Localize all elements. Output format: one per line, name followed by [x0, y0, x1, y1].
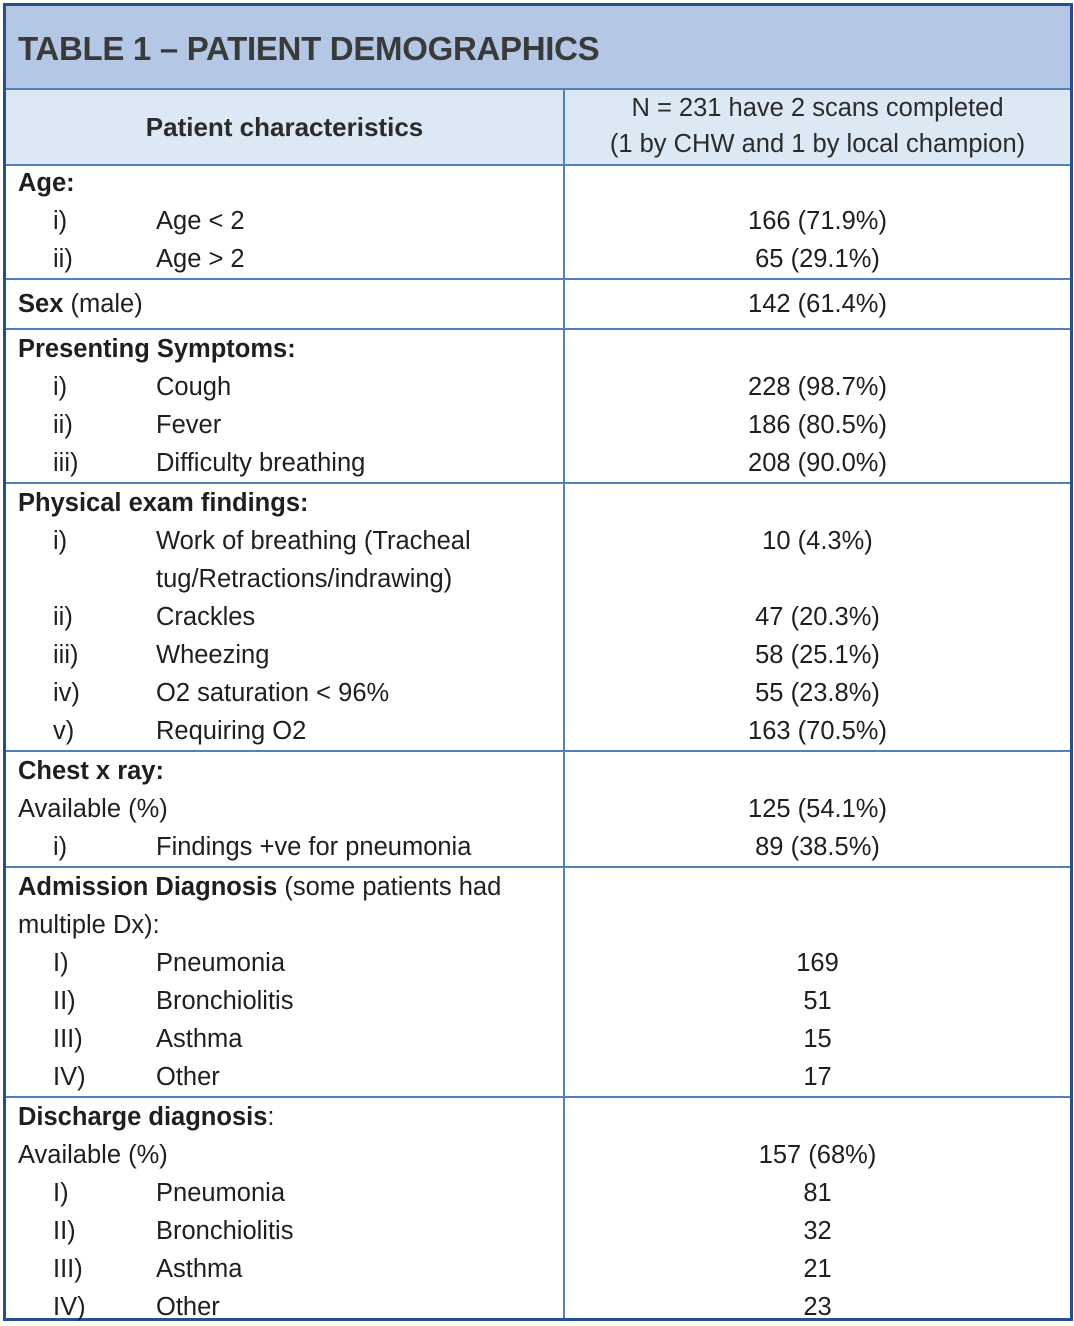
section-heading: Age:	[18, 169, 75, 197]
item-number: ii)	[53, 411, 73, 439]
table-row	[6, 444, 1070, 482]
item-value: 47 (20.3%)	[755, 603, 880, 631]
item-value: 51	[803, 987, 832, 1015]
item-value: 169	[796, 949, 839, 977]
item-label: Requiring O2	[156, 717, 307, 745]
item-value: 15	[803, 1025, 832, 1053]
discharge-heading-bold: Discharge diagnosis	[18, 1103, 268, 1131]
item-number: i)	[53, 833, 68, 861]
item-label: Pneumonia	[156, 1179, 286, 1207]
section-symptoms	[6, 330, 1070, 484]
section-heading	[18, 868, 548, 906]
item-value: 166 (71.9%)	[748, 207, 887, 235]
item-label: Other	[156, 1063, 220, 1091]
item-number: i)	[53, 373, 68, 401]
item-label: Difficulty breathing	[156, 449, 366, 477]
table-row	[6, 1136, 1070, 1174]
discharge-heading-rest: :	[267, 1103, 275, 1131]
table-row	[6, 982, 1070, 1020]
item-value: 142 (61.4%)	[748, 290, 887, 318]
table-row	[6, 406, 1070, 444]
admission-heading-rest: (some patients had	[277, 873, 502, 901]
table-row	[6, 598, 1070, 636]
section-heading: Physical exam findings:	[18, 489, 309, 517]
section-heading	[18, 285, 548, 323]
table-row	[6, 1174, 1070, 1212]
item-number: iii)	[53, 641, 79, 669]
item-label: Cough	[156, 373, 232, 401]
table-row	[6, 1288, 1070, 1326]
table-row	[6, 285, 1070, 323]
table-row	[6, 522, 1070, 560]
item-label: Age > 2	[156, 245, 245, 273]
item-value: 81	[803, 1179, 832, 1207]
table-body	[6, 164, 1070, 1326]
item-label: Fever	[156, 411, 222, 439]
item-label: Age < 2	[156, 207, 245, 235]
item-number: i)	[53, 527, 68, 555]
section-heading: Presenting Symptoms:	[18, 335, 296, 363]
item-value: 125 (54.1%)	[748, 795, 887, 823]
item-number: v)	[53, 717, 75, 745]
item-value: 23	[803, 1293, 832, 1321]
item-label: Wheezing	[156, 641, 270, 669]
item-label: Crackles	[156, 603, 256, 631]
table-row	[6, 164, 1070, 202]
item-value: 58 (25.1%)	[755, 641, 880, 669]
sex-heading-rest: (male)	[63, 290, 143, 318]
header-row	[6, 90, 1070, 166]
item-value: 208 (90.0%)	[748, 449, 887, 477]
header-characteristics: Patient characteristics	[145, 111, 424, 142]
section-heading	[18, 1098, 548, 1136]
section-heading: Chest x ray:	[18, 757, 164, 785]
section-admission	[6, 868, 1070, 1098]
item-number: iv)	[53, 679, 80, 707]
section-age	[6, 164, 1070, 280]
table-row	[6, 240, 1070, 278]
table-title: TABLE 1 – PATIENT DEMOGRAPHICS	[18, 30, 600, 67]
item-value: 163 (70.5%)	[748, 717, 887, 745]
item-value: 10 (4.3%)	[762, 527, 873, 555]
item-value: 186 (80.5%)	[748, 411, 887, 439]
section-sex	[6, 280, 1070, 330]
table-row	[6, 560, 1070, 598]
item-label: O2 saturation < 96%	[156, 679, 390, 707]
item-number: II)	[53, 987, 76, 1015]
item-number: i)	[53, 207, 68, 235]
item-number: I)	[53, 949, 69, 977]
item-value: 89 (38.5%)	[755, 833, 880, 861]
item-label: Asthma	[156, 1025, 243, 1053]
item-label: Other	[156, 1293, 220, 1321]
table-row	[6, 202, 1070, 240]
item-number: ii)	[53, 245, 73, 273]
item-label: Pneumonia	[156, 949, 286, 977]
item-label: Asthma	[156, 1255, 243, 1283]
table-row	[6, 868, 1070, 906]
item-value: 55 (23.8%)	[755, 679, 880, 707]
item-number: IV)	[53, 1063, 86, 1091]
title-bar	[6, 6, 1070, 90]
item-number: I)	[53, 1179, 69, 1207]
table-row	[6, 1098, 1070, 1136]
table-row	[6, 828, 1070, 866]
table-row	[6, 790, 1070, 828]
section-xray	[6, 752, 1070, 868]
item-number: III)	[53, 1255, 83, 1283]
table-row	[6, 674, 1070, 712]
table-row	[6, 712, 1070, 750]
item-label-continued: tug/Retractions/indrawing)	[156, 565, 453, 593]
table-row	[6, 1250, 1070, 1288]
header-n-line2: (1 by CHW and 1 by local champion)	[609, 130, 1026, 158]
item-number: II)	[53, 1217, 76, 1245]
table-row	[6, 906, 1070, 944]
item-number: IV)	[53, 1293, 86, 1321]
available-label: Available (%)	[18, 795, 168, 823]
item-label: Work of breathing (Tracheal	[156, 527, 471, 555]
table-row	[6, 1058, 1070, 1096]
table-row	[6, 636, 1070, 674]
item-number: III)	[53, 1025, 83, 1053]
table-row	[6, 944, 1070, 982]
section-discharge	[6, 1098, 1070, 1326]
item-value: 21	[803, 1255, 832, 1283]
table-row	[6, 330, 1070, 368]
header-n-line1: N = 231 have 2 scans completed	[631, 94, 1004, 122]
item-number: ii)	[53, 603, 73, 631]
table-row	[6, 368, 1070, 406]
header-n-count	[565, 90, 1070, 164]
item-value: 157 (68%)	[758, 1141, 877, 1169]
item-value: 228 (98.7%)	[748, 373, 887, 401]
admission-heading-line2: multiple Dx):	[18, 911, 160, 939]
admission-heading-bold: Admission Diagnosis	[18, 873, 278, 901]
item-number: iii)	[53, 449, 79, 477]
sex-heading-bold: Sex	[18, 290, 64, 318]
item-label: Findings +ve for pneumonia	[156, 833, 472, 861]
item-value: 32	[803, 1217, 832, 1245]
table-row	[6, 1020, 1070, 1058]
item-label: Bronchiolitis	[156, 1217, 294, 1245]
section-exam	[6, 484, 1070, 752]
table-row	[6, 752, 1070, 790]
table-frame	[3, 3, 1073, 1321]
item-label: Bronchiolitis	[156, 987, 294, 1015]
table-row	[6, 484, 1070, 522]
available-label: Available (%)	[18, 1141, 168, 1169]
item-value: 65 (29.1%)	[755, 245, 880, 273]
item-value: 17	[803, 1063, 832, 1091]
table-row	[6, 1212, 1070, 1250]
